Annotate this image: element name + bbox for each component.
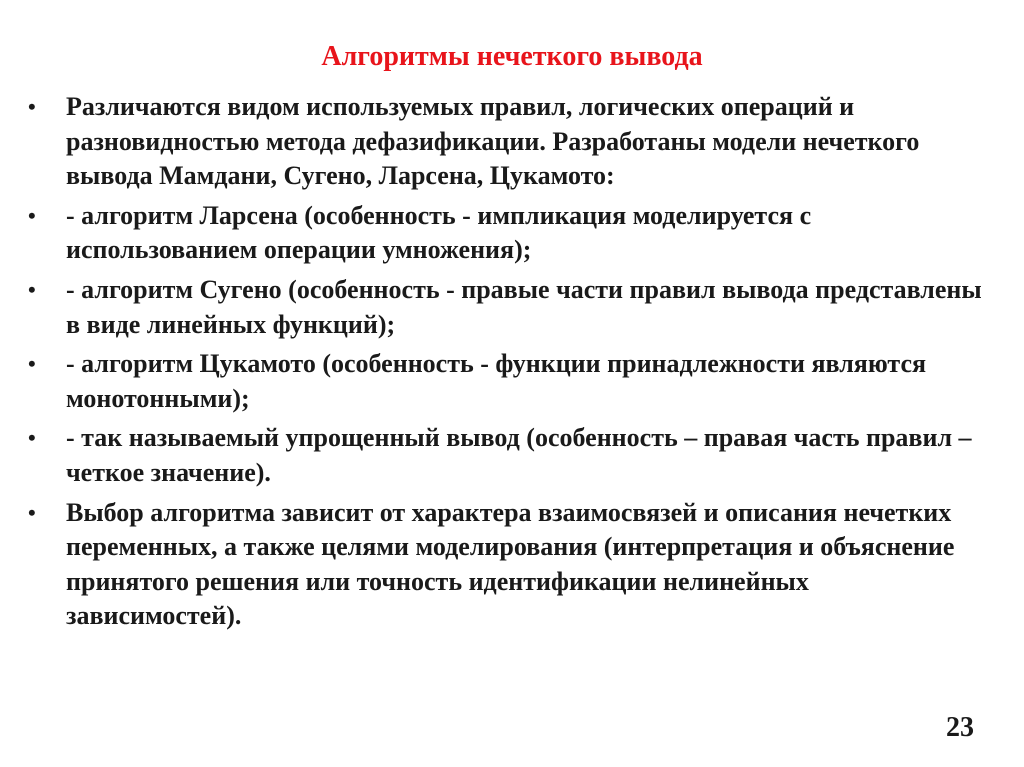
bullet-item-2 bbox=[28, 199, 988, 268]
bullet-icon: • bbox=[28, 202, 36, 228]
bullet-icon: • bbox=[28, 499, 36, 525]
bullet-item-3 bbox=[28, 273, 988, 342]
bullet-text: - алгоритм Сугено (особенность - правые части правил вывода представлены в виде линейных функций); bbox=[66, 274, 982, 339]
bullet-icon: • bbox=[28, 94, 36, 119]
bullet-item-6 bbox=[28, 496, 988, 634]
bullet-item-4 bbox=[28, 347, 988, 416]
bullet-item-5 bbox=[28, 421, 988, 490]
bullet-list bbox=[28, 90, 988, 639]
bullet-icon: • bbox=[28, 425, 36, 451]
bullet-icon: • bbox=[28, 276, 36, 302]
bullet-text: Выбор алгоритма зависит от характера взаимосвязей и описания нечетких переменных, а также целями моделирования (интерпретация и объяснение принятого решения или точность идентификации нелинейных зависимостей). bbox=[66, 497, 955, 631]
bullet-icon: • bbox=[28, 351, 36, 377]
bullet-text: Различаются видом используемых правил, логических операций и разновидностью метода дефазификации. Разработаны модели нечеткого вывода Мамдани, Сугено, Ларсена, Цукамото: bbox=[66, 92, 920, 191]
bullet-text: - алгоритм Цукамото (особенность - функции принадлежности являются монотонными); bbox=[66, 349, 927, 413]
page-number: 23 bbox=[946, 712, 974, 743]
slide-title: Алгоритмы нечеткого вывода bbox=[321, 41, 703, 72]
bullet-item-1 bbox=[28, 90, 988, 194]
bullet-text: - так называемый упрощенный вывод (особенность – правая часть правил – четкое значение). bbox=[66, 423, 972, 487]
bullet-text: - алгоритм Ларсена (особенность - импликация моделируется с использованием операции умножения); bbox=[66, 200, 812, 265]
